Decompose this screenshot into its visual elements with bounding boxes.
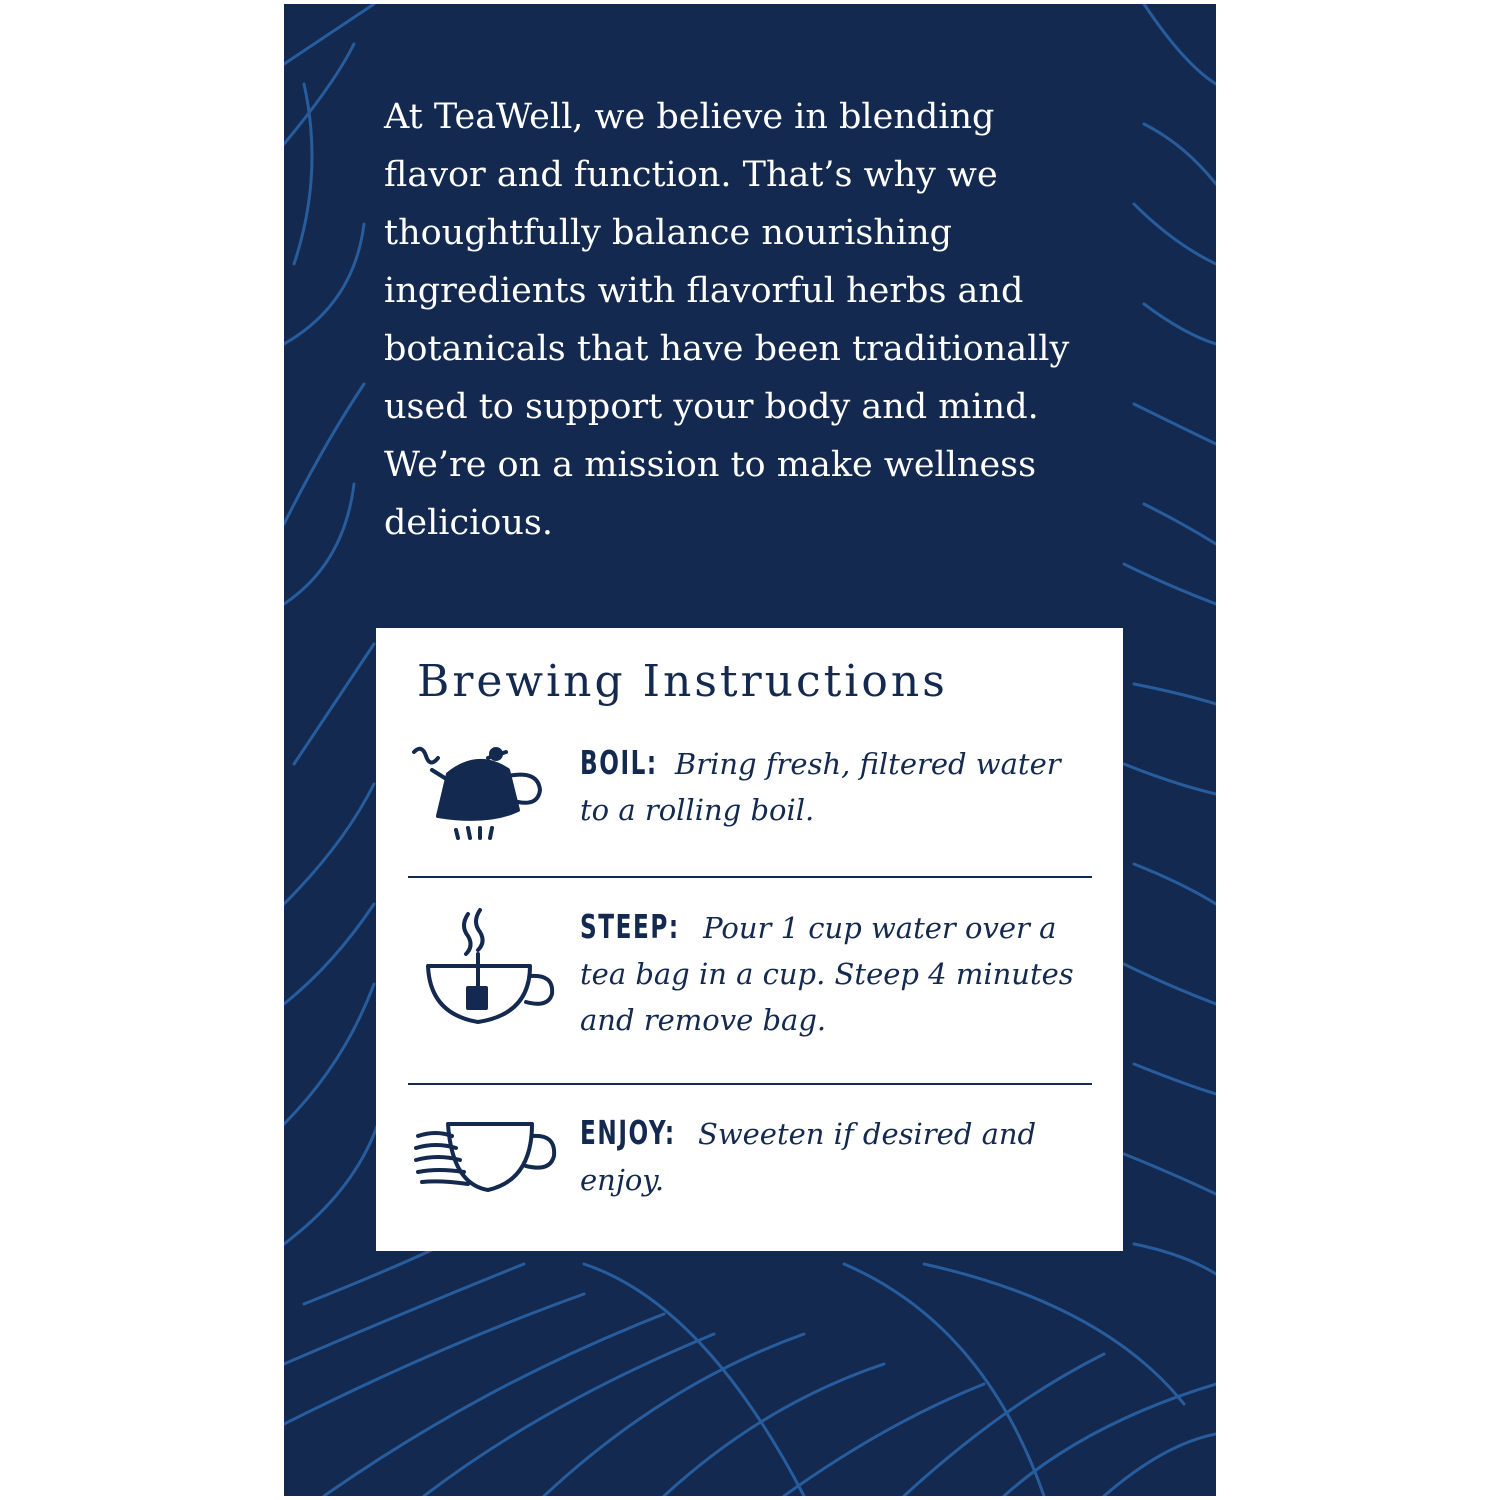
step-enjoy-description: Sweeten if desired and enjoy. [580, 1117, 1037, 1197]
step-boil-label: BOIL: [580, 743, 658, 782]
step-divider [408, 1083, 1092, 1085]
hand-cup-icon [408, 1110, 558, 1220]
tea-cup-icon [408, 904, 558, 1034]
brewing-title: Brewing Instructions [417, 656, 948, 707]
step-enjoy-label: ENJOY: [580, 1113, 676, 1152]
brewing-instructions-card [376, 628, 1123, 1251]
step-enjoy-text [580, 1110, 1080, 1203]
step-divider [408, 876, 1092, 878]
kettle-icon [408, 740, 558, 850]
step-steep-text [580, 904, 1080, 1043]
brand-mission-text: At TeaWell, we believe in blending flavor and function. That’s why we thoughtfully balance nourishing ingredients with flavorful herbs and botanicals that have been traditionally used to support your body and mind. We’re on a mission to make wellness delicious. [384, 97, 1070, 543]
step-steep-label: STEEP: [580, 907, 680, 946]
step-steep-description: Pour 1 cup water over a tea bag in a cup. Steep 4 minutes and remove bag. [580, 911, 1074, 1037]
step-boil-text [580, 740, 1080, 833]
package-panel [284, 4, 1216, 1496]
step-boil-description: Bring fresh, filtered water to a rolling boil. [580, 747, 1061, 827]
